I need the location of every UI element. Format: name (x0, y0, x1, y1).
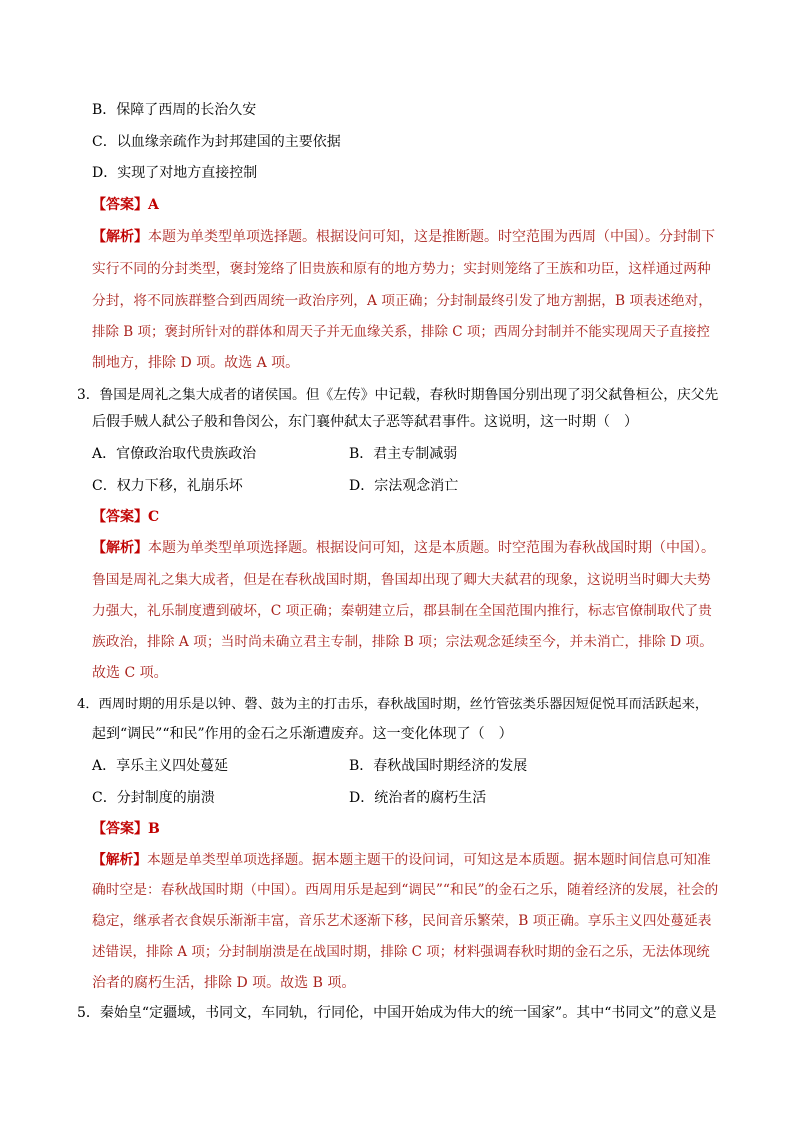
q3-stem-line-2: 后假手贼人弑公子般和鲁闵公，东门襄仲弑太子恶等弑君事件。这说明，这一时期（ ） (92, 414, 638, 430)
q4-analysis-line-1: 【解析】本题是单类型单项选择题。据本题主题干的设问词，可知这是本质题。据本题时间信息可知准 (92, 852, 711, 868)
analysis-tag: 【解析】 (92, 540, 148, 556)
answer-value: C (148, 509, 160, 525)
q3-analysis-line-5: 故选 C 项。 (92, 665, 168, 681)
q4-option-b: B．春秋战国时期经济的发展 (349, 758, 528, 774)
q4-analysis-line-3: 稳定，继承者衣食娱乐渐渐丰富，音乐艺术逐渐下移，民间音乐繁荣，B 项正确。享乐主义四处蔓延表 (92, 913, 712, 929)
q3-answer (92, 507, 159, 527)
q3-option-d: D．宗法观念消亡 (349, 478, 459, 494)
q4-option-c: C．分封制度的崩溃 (92, 790, 215, 806)
q2-option-b: B．保障了西周的长治久安 (92, 102, 257, 118)
q2-answer (92, 195, 159, 215)
answer-value: A (148, 197, 159, 213)
q2-option-c: C．以血缘亲疏作为封邦建国的主要依据 (92, 134, 341, 150)
q4-analysis-line-2: 确时空是：春秋战国时期（中国）。西周用乐是起到“调民”“和民”的金石之乐，随着经济的发展，社会的 (92, 882, 719, 898)
q3-analysis-line-4: 族政治，排除 A 项；当时尚未确立君主专制，排除 B 项；宗法观念延续至今，并未消亡，排除 D 项。 (92, 634, 714, 650)
answer-tag: 【答案】 (92, 821, 148, 837)
q4-analysis-line-5: 治者的腐朽生活，排除 D 项。故选 B 项。 (92, 975, 356, 991)
analysis-tag: 【解析】 (92, 852, 148, 868)
q4-option-d: D．统治者的腐朽生活 (349, 790, 487, 806)
q3-analysis-line-3: 力强大，礼乐制度遭到破坏，C 项正确；秦朝建立后，郡县制在全国范围内推行，标志官僚制取代了贵 (92, 603, 712, 619)
q4-stem-line-1: 4．西周时期的用乐是以钟、磬、鼓为主的打击乐，春秋战国时期，丝竹管弦类乐器因短促悦耳而活跃起来， (77, 697, 709, 712)
answer-tag: 【答案】 (92, 197, 148, 213)
q3-option-c: C．权力下移，礼崩乐坏 (92, 478, 243, 494)
answer-value: B (148, 821, 160, 837)
q3-analysis-line-2: 鲁国是周礼之集大成者，但是在春秋战国时期，鲁国却出现了卿大夫弑君的现象，这说明当时卿大夫势 (92, 572, 711, 588)
q3-option-b: B．君主专制减弱 (349, 446, 458, 462)
q3-option-a: A．官僚政治取代贵族政治 (92, 446, 257, 462)
q3-analysis-line-1: 【解析】本题为单类型单项选择题。根据设问可知，这是本质题。时空范围为春秋战国时期（中国）。 (92, 540, 715, 556)
q2-analysis-line-4: 排除 B 项；褒封所针对的群体和周天子并无血缘关系，排除 C 项；西周分封制并不能实现周天子直接控 (92, 324, 710, 340)
answer-tag: 【答案】 (92, 509, 148, 525)
q4-stem-line-2: 起到“调民”“和民”作用的金石之乐渐遭废弃。这一变化体现了（ ） (92, 726, 513, 742)
q4-analysis-line-4: 述错误，排除 A 项；分封制崩溃是在战国时期，排除 C 项；材料强调春秋时期的金石之乐，无法体现统 (92, 944, 710, 960)
q2-analysis-line-3: 分封，将不同族群整合到西周统一政治序列，A 项正确；分封制最终引发了地方割据，B 项表述绝对， (92, 293, 713, 309)
q4-answer (92, 819, 160, 839)
q2-analysis-line-2: 实行不同的分封类型，褒封笼络了旧贵族和原有的地方势力；实封则笼络了王族和功臣，这样通过两种 (92, 261, 711, 277)
q3-stem-line-1: 3．鲁国是周礼之集大成者的诸侯国。但《左传》中记载，春秋时期鲁国分别出现了羽父弑鲁桓公，庆父先 (77, 387, 719, 403)
q5-stem: 5．秦始皇“定疆域，书同文，车同轨，行同伦，中国开始成为伟大的统一国家”。其中“书同文”的意义是 (77, 1005, 717, 1021)
q2-option-d: D．实现了对地方直接控制 (92, 165, 258, 181)
analysis-tag: 【解析】 (92, 229, 148, 245)
q2-analysis-line-5: 制地方，排除 D 项。故选 A 项。 (92, 355, 300, 371)
q4-option-a: A．享乐主义四处蔓延 (92, 758, 229, 774)
q2-analysis-line-1: 【解析】本题为单类型单项选择题。根据设问可知，这是推断题。时空范围为西周（中国）。分封制下 (92, 229, 715, 245)
